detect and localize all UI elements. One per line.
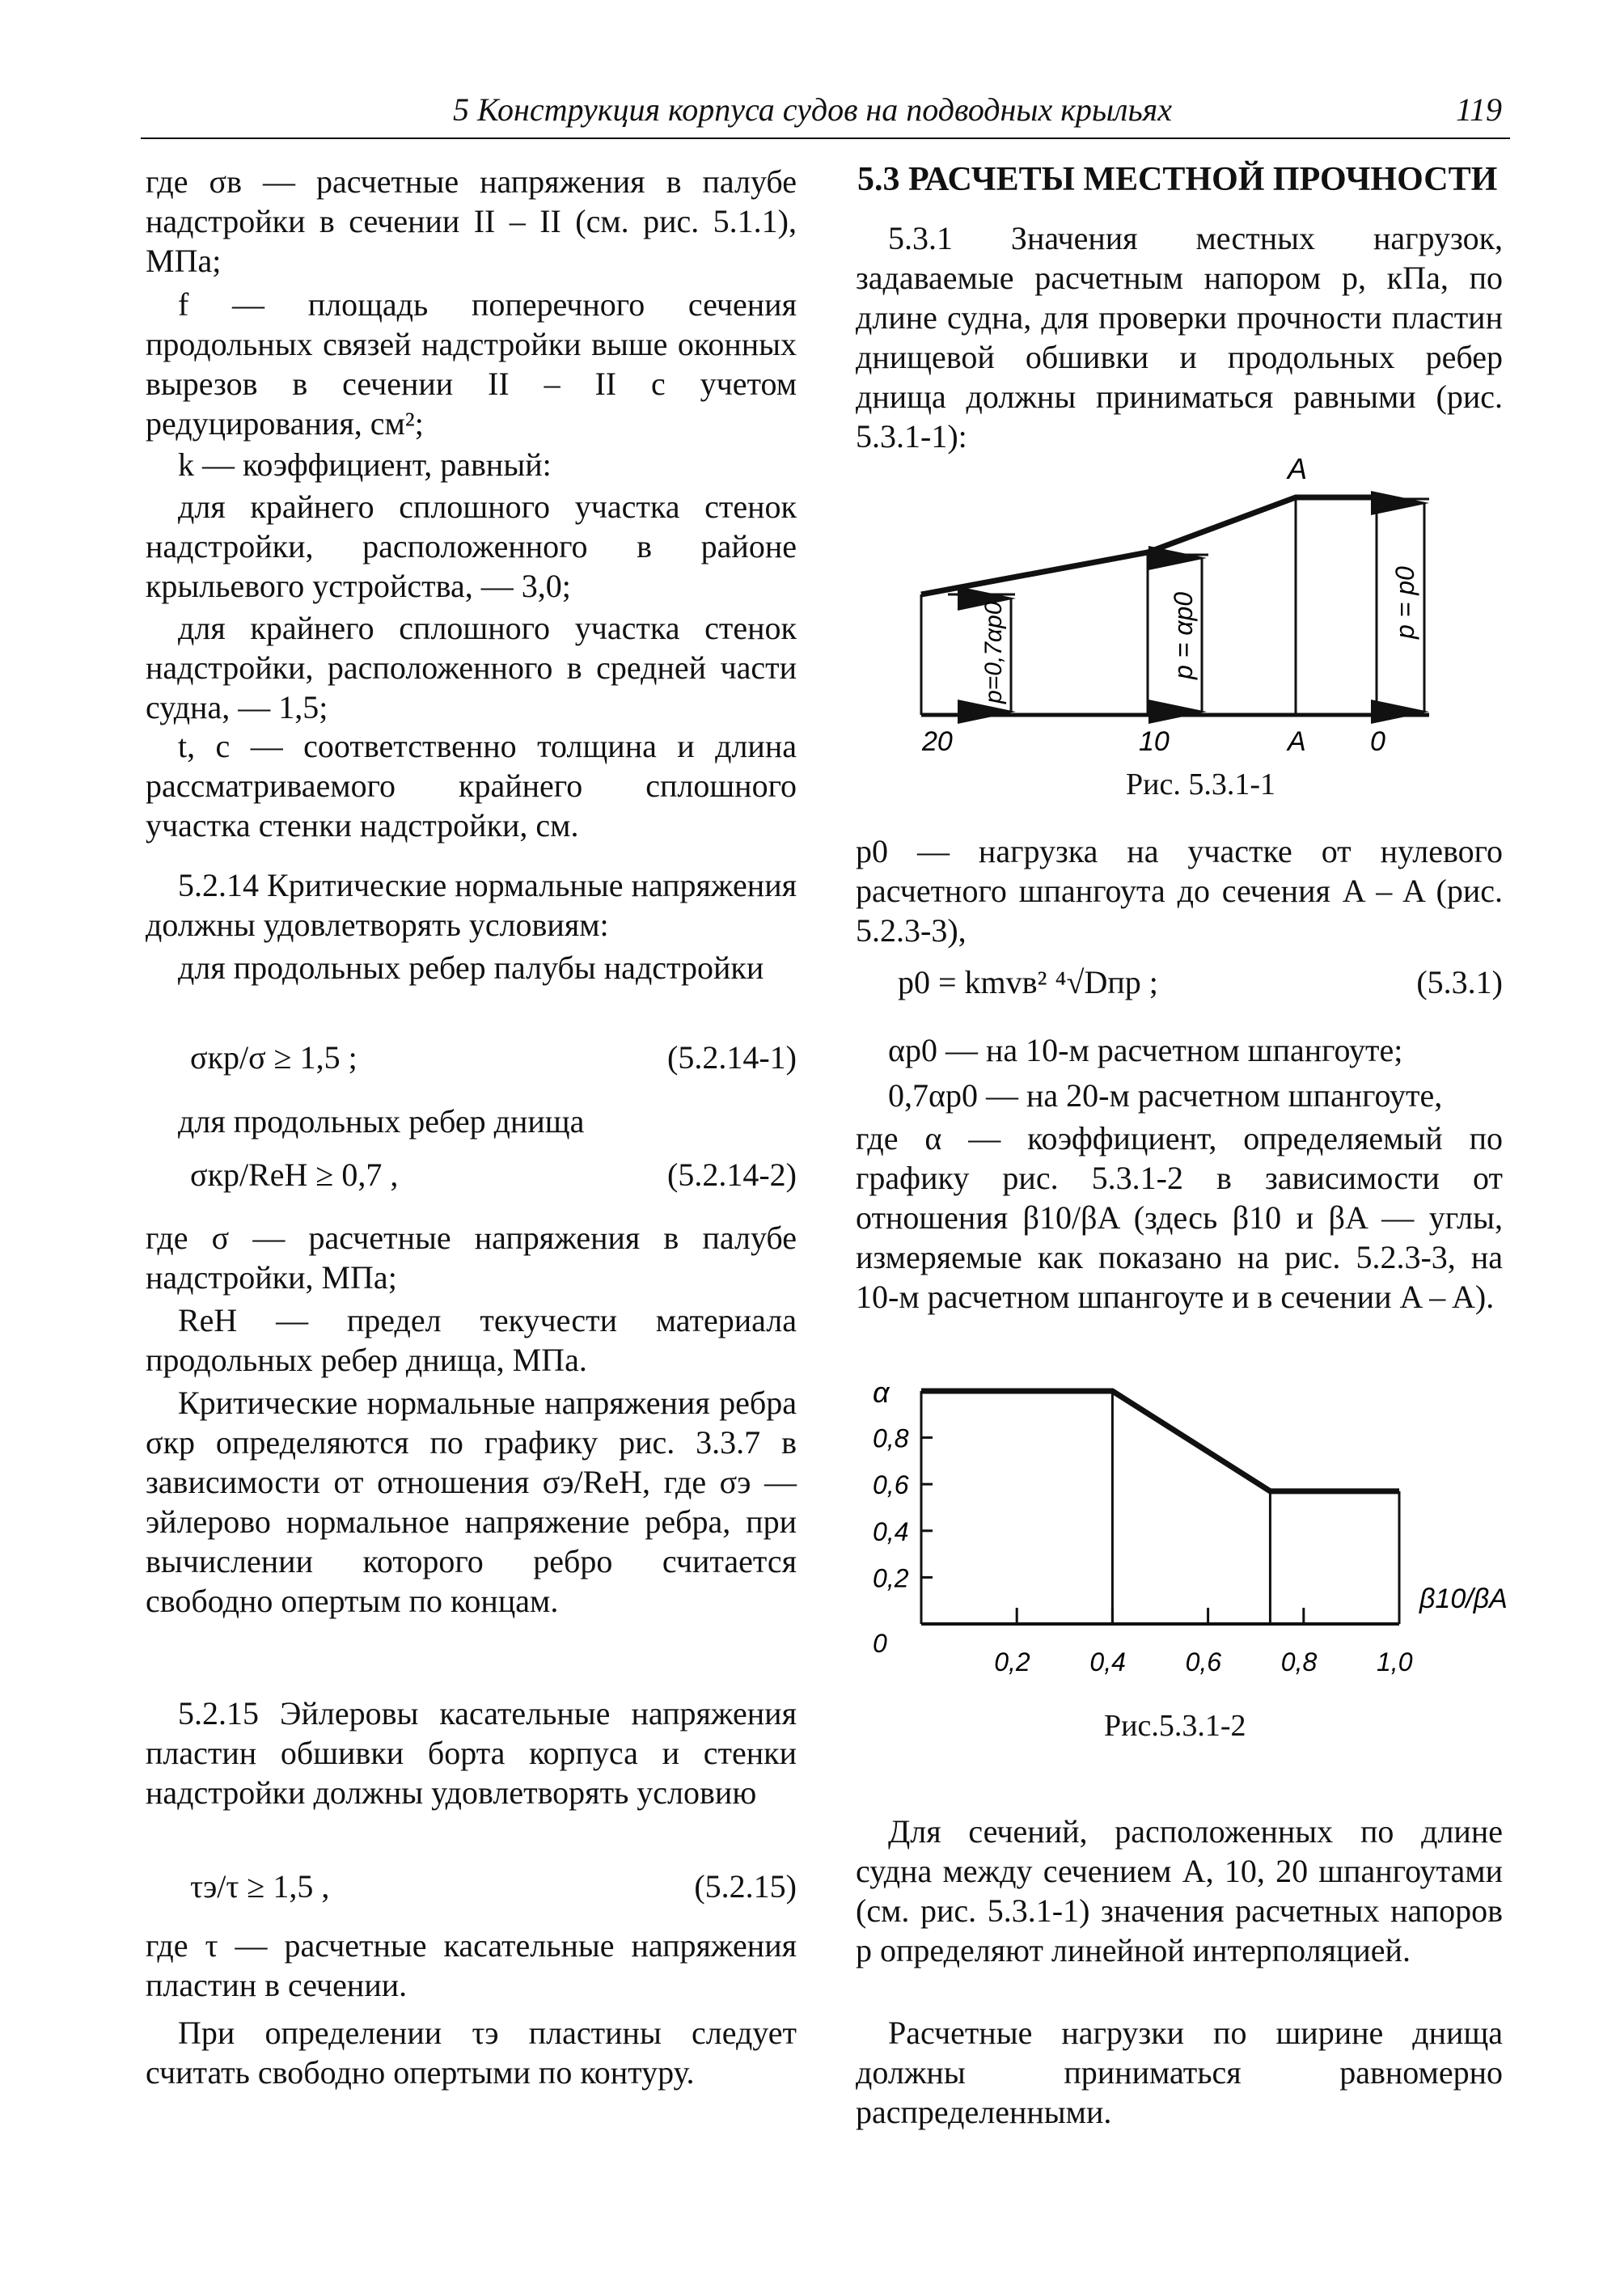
y-tick-label: 0,8 (873, 1423, 909, 1453)
paragraph: для крайнего сплошного участка стенок надстройки, расположенного в средней части судна, — 1,5; (146, 610, 797, 725)
paragraph: При определении τэ пластины следует считать свободно опертыми по контуру. (146, 2015, 797, 2091)
x-axis-label: β10/βA (1419, 1584, 1508, 1614)
formula-expr: σкр/ReH ≥ 0,7 , (190, 1156, 399, 1193)
figure-caption: Рис.5.3.1-2 (1104, 1709, 1246, 1743)
paragraph: для крайнего сплошного участка стенок надстройки, расположенного в районе крыльевого устройства, — 3,0; (146, 488, 797, 604)
dimension-label: p = αp0 (1169, 591, 1198, 679)
y-tick-label: 0 (873, 1629, 887, 1658)
formula-number: (5.3.1) (1416, 964, 1503, 1000)
formula-expr: σкр/σ ≥ 1,5 ; (190, 1039, 357, 1076)
paragraph: k — коэффициент, равный: (178, 446, 552, 483)
section-5-2-15: 5.2.15 Эйлеровы касательные напряжения пластин обшивки борта корпуса и стенки надстройки должны удовлетворять условию (146, 1695, 797, 1811)
paragraph: где σв — расчетные напряжения в палубе надстройки в сечении II – II (см. рис. 5.1.1), МПа; (146, 163, 797, 279)
x-tick-label: 0,6 (1185, 1647, 1222, 1677)
x-tick-label: 0,8 (1280, 1647, 1318, 1677)
paragraph: где τ — расчетные касательные напряжения пластин в сечении. (146, 1927, 797, 2003)
figure-caption: Рис. 5.3.1-1 (1126, 767, 1275, 801)
x-label: A (1288, 726, 1306, 757)
paragraph: t, c — соответственно толщина и длина рассматриваемого крайнего сплошного участка стенки надстройки, см. (146, 728, 797, 844)
paragraph: где σ — расчетные напряжения в палубе надстройки, МПа; (146, 1220, 797, 1296)
section-2-2-14: 5.2.14 Критические нормальные напряжения должны удовлетворять условиям: (146, 867, 797, 943)
dimension-label: p=0,7αp0 (980, 601, 1007, 704)
paragraph: для продольных ребер днища (178, 1103, 585, 1140)
section-heading: 5.3 РАСЧЕТЫ МЕСТНОЙ ПРОЧНОСТИ (857, 161, 1498, 198)
y-axis-label: α (873, 1376, 890, 1409)
paragraph: где α — коэффициент, определяемый по графику рис. 5.3.1-2 в зависимости от отношения β10/βA (здесь β10 и βA — углы, измеряемые как показано на рис. 5.2.3-3, на 10-м расчетном шпангоуте и в сечении A – A). (856, 1120, 1503, 1315)
paragraph: 0,7αp0 — на 20-м расчетном шпангоуте, (888, 1077, 1443, 1114)
figure-5-3-1-2 (873, 1376, 1508, 1677)
paragraph: p0 — нагрузка на участке от нулевого расчетного шпангоута до сечения A – A (рис. 5.2.3-3), (856, 833, 1503, 949)
x-label: 10 (1139, 726, 1170, 757)
formula-number: (5.2.14-1) (667, 1039, 797, 1076)
section-5-3-1: 5.3.1 Значения местных нагрузок, задаваемые расчетным напором p, кПа, по длине судна, для проверки прочности пластин днищевой обшивки и продольных ребер днища должны приниматься равными (рис. 5.3.1-1): (856, 220, 1503, 455)
dimension-label: p = p0 (1390, 566, 1419, 639)
y-tick-label: 0,4 (873, 1516, 909, 1546)
paragraph: Критические нормальные напряжения ребра σкр определяются по графику рис. 3.3.7 в зависимости от отношения σэ/ReH, где σэ — эйлерово нормальное напряжение ребра, при вычислении которого ребро считается свободно опертым по концам. (146, 1385, 797, 1619)
x-tick-label: 0,4 (1089, 1647, 1126, 1677)
y-tick-label: 0,6 (873, 1470, 909, 1500)
paragraph: ReH — предел текучести материала продольных ребер днища, МПа. (146, 1302, 797, 1378)
formula-expr: τэ/τ ≥ 1,5 , (190, 1868, 330, 1905)
x-tick-label: 0,2 (994, 1647, 1030, 1677)
x-label: 20 (922, 726, 953, 757)
paragraph: Для сечений, расположенных по длине судна между сечением A, 10, 20 шпангоутами (см. рис. 5.3.1-1) значения расчетных напоров p определяют линейной интерполяцией. (856, 1813, 1503, 1968)
paragraph: f — площадь поперечного сечения продольных связей надстройки выше оконных вырезов в сечении II – II с учетом редуцирования, см²; (146, 286, 797, 442)
alpha-curve (921, 1391, 1399, 1491)
section-label-top: A (1288, 452, 1308, 485)
paragraph: αp0 — на 10-м расчетном шпангоуте; (888, 1032, 1403, 1068)
paragraph: для продольных ребер палубы надстройки (178, 949, 764, 986)
page-number: 119 (1456, 91, 1503, 128)
y-tick-label: 0,2 (873, 1563, 909, 1593)
paragraph: Расчетные нагрузки по ширине днища должны приниматься равномерно распределенными. (856, 2015, 1503, 2130)
x-tick-label: 1,0 (1377, 1647, 1413, 1677)
running-header: 5 Конструкция корпуса судов на подводных крыльях (453, 91, 1173, 128)
formula-number: (5.2.14-2) (667, 1156, 797, 1193)
formula-number: (5.2.15) (694, 1868, 797, 1905)
formula-5-3-1 (898, 962, 1503, 1002)
formula-expr: p0 = kmvв² ⁴√Dпр ; (898, 964, 1158, 1000)
x-label: 0 (1370, 726, 1385, 757)
